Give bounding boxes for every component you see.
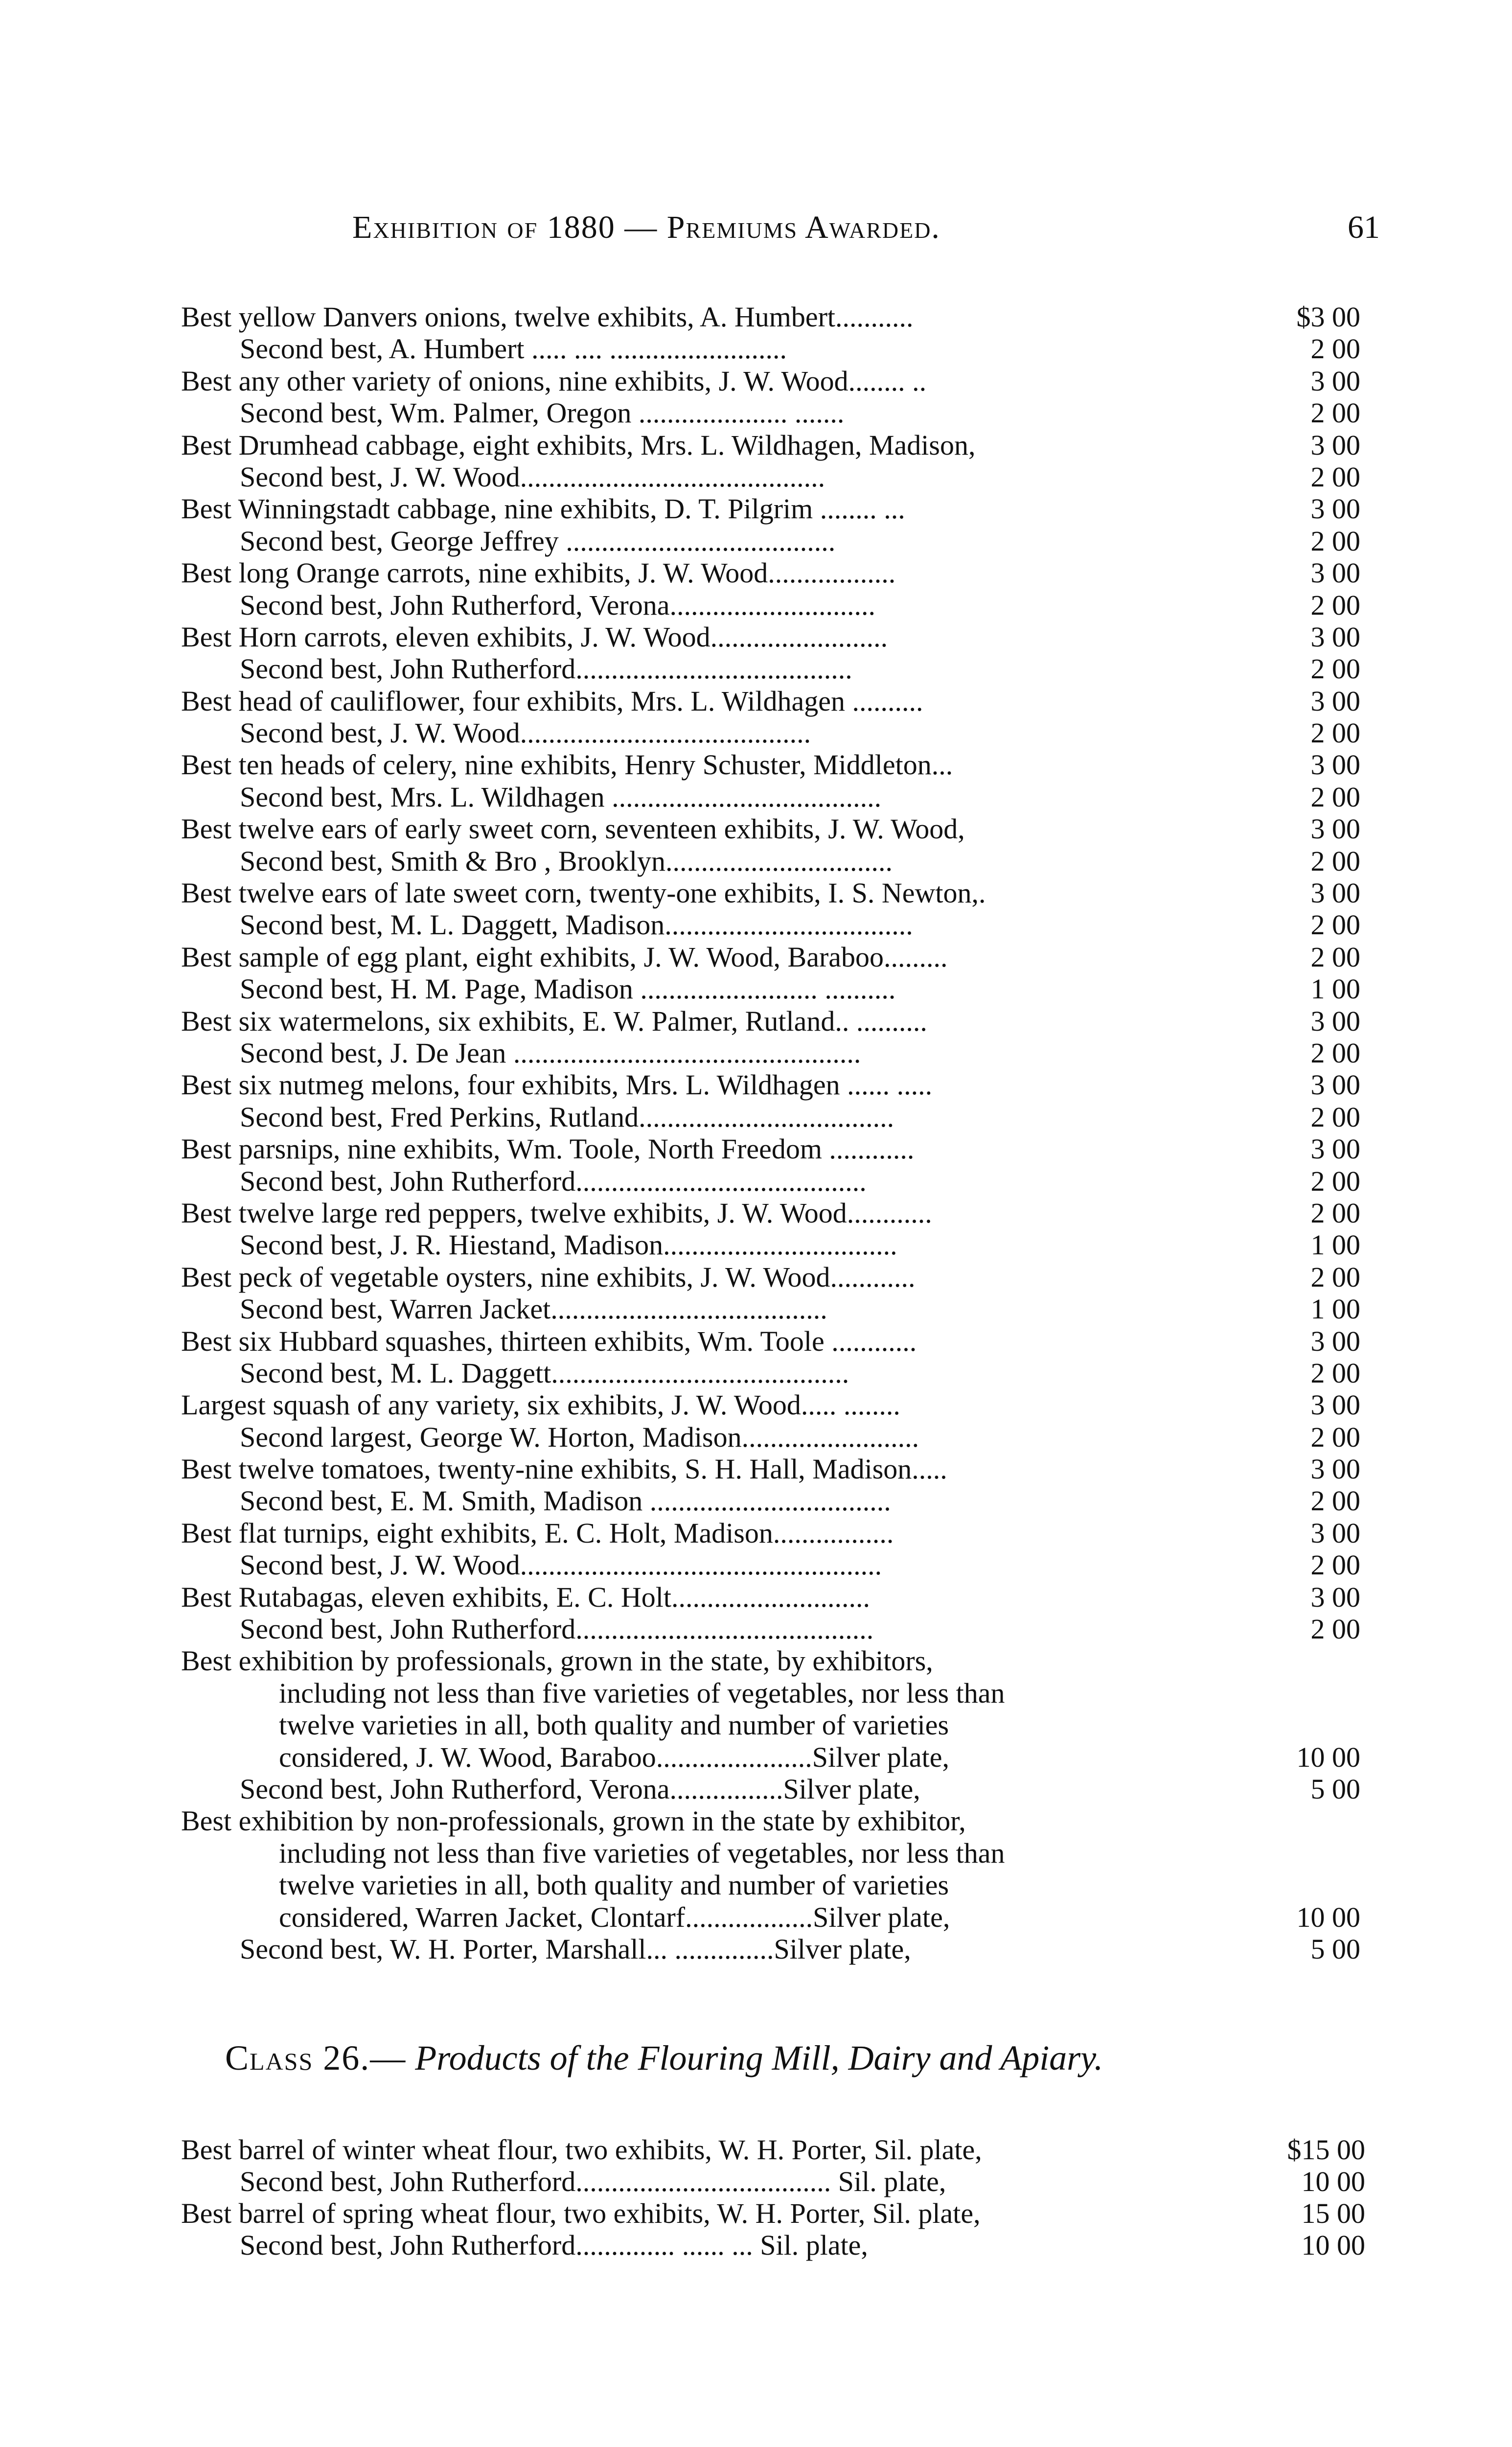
premium-entry (181, 845, 1360, 877)
entry-amount: 2 00 (1310, 1261, 1360, 1293)
entry-text: Best barrel of winter wheat flour, two exhibits, W. H. Porter, Sil. plate, (181, 2134, 982, 2166)
entry-text: Second best, John Rutherford, Verona................Silver plate, (240, 1773, 920, 1805)
running-header (352, 206, 1380, 250)
entry-text: Second best, J. W. Wood........................................... (240, 461, 825, 493)
entry-text: Second best, John Rutherford......................................... (240, 1165, 867, 1197)
entry-amount: 2 00 (1310, 589, 1360, 621)
entry-text: considered, Warren Jacket, Clontarf..................Silver plate, (279, 1901, 950, 1933)
premium-entry (181, 1357, 1360, 1389)
entry-text: Second best, Wm. Palmer, Oregon ..................... ....... (240, 397, 845, 429)
entry-text: Second best, J. R. Hiestand, Madison................................. (240, 1229, 897, 1261)
premium-entry (181, 1325, 1360, 1357)
entry-amount: 2 00 (1310, 845, 1360, 877)
premium-entry (181, 717, 1360, 749)
entry-text: Best exhibition by professionals, grown in the state, by exhibitors, (181, 1645, 933, 1677)
entry-amount: 10 00 (1301, 2166, 1365, 2197)
premium-entry (181, 1389, 1360, 1421)
entry-text: Second best, John Rutherford, Verona............................. (240, 589, 875, 621)
entry-text: including not less than five varieties of vegetables, nor less than (279, 1837, 1005, 1869)
premium-entry (181, 1005, 1360, 1037)
entry-amount: 3 00 (1310, 1517, 1360, 1549)
entry-text: twelve varieties in all, both quality and number of varieties (279, 1709, 949, 1741)
entry-amount: 2 00 (1310, 653, 1360, 685)
premium-entry (181, 1293, 1360, 1325)
page-number: 61 (1348, 209, 1380, 245)
entry-text: Best sample of egg plant, eight exhibits, J. W. Wood, Baraboo......... (181, 941, 948, 973)
entry-amount: 2 00 (1310, 909, 1360, 941)
entry-amount: 1 00 (1310, 1293, 1360, 1325)
entry-text: Best exhibition by non-professionals, grown in the state by exhibitor, (181, 1805, 966, 1837)
entry-amount: 5 00 (1310, 1933, 1360, 1965)
premium-entry (181, 1901, 1360, 1933)
entry-amount: 2 00 (1310, 1357, 1360, 1389)
entry-text: Second best, John Rutherford....................................... (240, 653, 852, 685)
premium-entry (181, 1069, 1360, 1101)
entry-text: Second best, John Rutherford.............. ...... ... Sil. plate, (240, 2229, 868, 2261)
entry-text: Second best, Mrs. L. Wildhagen ...................................... (240, 781, 882, 813)
entry-text: Second best, George Jeffrey ...................................... (240, 525, 836, 557)
premium-entry (181, 1197, 1360, 1229)
entry-text: Best Horn carrots, eleven exhibits, J. W. Wood......................... (181, 621, 888, 653)
entry-amount: 2 00 (1310, 397, 1360, 429)
premium-entry (181, 909, 1360, 941)
premium-entry (181, 749, 1360, 781)
premium-entry (181, 877, 1360, 909)
entry-amount: 5 00 (1310, 1773, 1360, 1805)
entry-amount: 3 00 (1310, 1133, 1360, 1165)
premium-entry (181, 2229, 1365, 2261)
premium-entry (181, 493, 1360, 525)
entry-text: Best Drumhead cabbage, eight exhibits, Mrs. L. Wildhagen, Madison, (181, 429, 976, 461)
premium-entry (181, 461, 1360, 493)
header-title: Exhibition of 1880 — Premiums Awarded. (352, 209, 940, 245)
premium-entry (181, 557, 1360, 589)
premium-entry (181, 2197, 1365, 2229)
entry-amount: 2 00 (1310, 717, 1360, 749)
entry-amount: 2 00 (1310, 1197, 1360, 1229)
entry-text: Best twelve ears of early sweet corn, seventeen exhibits, J. W. Wood, (181, 813, 965, 845)
entry-text: Second best, W. H. Porter, Marshall... ..............Silver plate, (240, 1933, 911, 1965)
entry-amount: $15 00 (1287, 2134, 1365, 2166)
entry-text: Best six Hubbard squashes, thirteen exhibits, Wm. Toole ............ (181, 1325, 917, 1357)
entry-text: Second best, H. M. Page, Madison ......................... .......... (240, 973, 896, 1005)
class-heading (225, 2033, 1399, 2082)
entry-text: Best parsnips, nine exhibits, Wm. Toole, North Freedom ............ (181, 1133, 915, 1165)
entry-text: Best long Orange carrots, nine exhibits, J. W. Wood.................. (181, 557, 896, 589)
entry-amount: 3 00 (1310, 1069, 1360, 1101)
entry-text: Second best, J. De Jean ................................................. (240, 1037, 861, 1069)
premium-entry (181, 1517, 1360, 1549)
premium-entry (181, 653, 1360, 685)
premium-entry (181, 1837, 1360, 1869)
entry-text: Best six watermelons, six exhibits, E. W. Palmer, Rutland.. .......... (181, 1005, 927, 1037)
entry-amount: 2 00 (1310, 781, 1360, 813)
entry-amount: 10 00 (1296, 1741, 1360, 1773)
entry-amount: 3 00 (1310, 1325, 1360, 1357)
entry-amount: 10 00 (1301, 2229, 1365, 2261)
entry-text: including not less than five varieties of vegetables, nor less than (279, 1677, 1005, 1709)
premium-entry (181, 1933, 1360, 1965)
entry-amount: 3 00 (1310, 493, 1360, 525)
premium-entry (181, 1581, 1360, 1613)
premium-entry (181, 1453, 1360, 1485)
premium-entry (181, 2166, 1365, 2197)
premium-entry (181, 1805, 1360, 1837)
premium-entry (181, 813, 1360, 845)
premium-entry (181, 589, 1360, 621)
entry-amount: 3 00 (1310, 877, 1360, 909)
entry-amount: 3 00 (1310, 621, 1360, 653)
premium-entry (181, 1133, 1360, 1165)
entry-text: Second best, Fred Perkins, Rutland.................................... (240, 1101, 894, 1133)
entry-amount: 2 00 (1310, 461, 1360, 493)
entry-amount: 2 00 (1310, 525, 1360, 557)
entry-text: Best yellow Danvers onions, twelve exhibits, A. Humbert........... (181, 301, 914, 333)
entry-text: Second best, John Rutherford.................................... Sil. plate, (240, 2166, 946, 2197)
premium-entry (181, 1773, 1360, 1805)
entry-amount: 2 00 (1310, 1549, 1360, 1581)
entry-amount: 2 00 (1310, 1613, 1360, 1645)
entry-text: Best twelve large red peppers, twelve exhibits, J. W. Wood............ (181, 1197, 932, 1229)
entry-amount: 3 00 (1310, 557, 1360, 589)
premium-entry (181, 2134, 1365, 2166)
entry-text: Second best, J. W. Wood......................................... (240, 717, 811, 749)
premium-entry (181, 1261, 1360, 1293)
entry-text: Best head of cauliflower, four exhibits, Mrs. L. Wildhagen .......... (181, 685, 923, 717)
premium-list-class-26 (181, 2134, 1365, 2261)
premium-entry (181, 1549, 1360, 1581)
entry-amount: 3 00 (1310, 813, 1360, 845)
premium-entry (181, 397, 1360, 429)
entry-amount: 1 00 (1310, 973, 1360, 1005)
entry-text: Largest squash of any variety, six exhibits, J. W. Wood..... ........ (181, 1389, 900, 1421)
premium-entry (181, 333, 1360, 365)
entry-amount: 2 00 (1310, 1485, 1360, 1517)
entry-amount: 15 00 (1301, 2197, 1365, 2229)
premium-entry (181, 1613, 1360, 1645)
entry-amount: 2 00 (1310, 1421, 1360, 1453)
entry-amount: 2 00 (1310, 1165, 1360, 1197)
entry-text: Second largest, George W. Horton, Madison......................... (240, 1421, 919, 1453)
premium-entry (181, 1677, 1360, 1709)
premium-entry (181, 621, 1360, 653)
entry-amount: 3 00 (1310, 1581, 1360, 1613)
premium-entry (181, 1645, 1360, 1677)
entry-text: considered, J. W. Wood, Baraboo......................Silver plate, (279, 1741, 949, 1773)
entry-text: Best peck of vegetable oysters, nine exhibits, J. W. Wood............ (181, 1261, 916, 1293)
class-subtitle: Products of the Flouring Mill, Dairy and Apiary. (415, 2038, 1103, 2078)
premium-entry (181, 1229, 1360, 1261)
entry-text: Best ten heads of celery, nine exhibits, Henry Schuster, Middleton... (181, 749, 953, 781)
entry-amount: 3 00 (1310, 429, 1360, 461)
entry-amount: $3 00 (1296, 301, 1360, 333)
premium-entry (181, 1869, 1360, 1901)
entry-amount: 3 00 (1310, 1453, 1360, 1485)
entry-text: Best twelve tomatoes, twenty-nine exhibits, S. H. Hall, Madison..... (181, 1453, 947, 1485)
premium-entry (181, 781, 1360, 813)
entry-text: Second best, A. Humbert ..... .... ......................... (240, 333, 787, 365)
entry-amount: 3 00 (1310, 365, 1360, 397)
entry-amount: 3 00 (1310, 1389, 1360, 1421)
entry-amount: 2 00 (1310, 1101, 1360, 1133)
premium-entry (181, 1709, 1360, 1741)
entry-text: Second best, J. W. Wood................................................... (240, 1549, 882, 1581)
entry-text: Second best, M. L. Daggett.......................................... (240, 1357, 849, 1389)
premium-entry (181, 1101, 1360, 1133)
premium-entry (181, 1037, 1360, 1069)
premium-entry (181, 941, 1360, 973)
premium-entry (181, 525, 1360, 557)
premium-entry (181, 1485, 1360, 1517)
entry-amount: 3 00 (1310, 685, 1360, 717)
entry-text: Best six nutmeg melons, four exhibits, Mrs. L. Wildhagen ...... ..... (181, 1069, 933, 1101)
premium-entry (181, 365, 1360, 397)
entry-text: Second best, John Rutherford.......................................... (240, 1613, 874, 1645)
premium-list (181, 301, 1360, 1965)
premium-entry (181, 1165, 1360, 1197)
class-label: Class 26.— (225, 2038, 407, 2078)
entry-text: Best flat turnips, eight exhibits, E. C. Holt, Madison................. (181, 1517, 894, 1549)
entry-text: Second best, E. M. Smith, Madison .................................. (240, 1485, 891, 1517)
entry-amount: 2 00 (1310, 333, 1360, 365)
entry-text: Second best, Warren Jacket....................................... (240, 1293, 827, 1325)
premium-entry (181, 429, 1360, 461)
entry-text: Best barrel of spring wheat flour, two exhibits, W. H. Porter, Sil. plate, (181, 2197, 981, 2229)
entry-text: Best Rutabagas, eleven exhibits, E. C. Holt............................ (181, 1581, 870, 1613)
entry-text: twelve varieties in all, both quality and number of varieties (279, 1869, 949, 1901)
entry-amount: 3 00 (1310, 749, 1360, 781)
entry-amount: 10 00 (1296, 1901, 1360, 1933)
entry-amount: 2 00 (1310, 1037, 1360, 1069)
entry-amount: 1 00 (1310, 1229, 1360, 1261)
premium-entry (181, 685, 1360, 717)
entry-text: Best any other variety of onions, nine exhibits, J. W. Wood........ .. (181, 365, 927, 397)
premium-entry (181, 1421, 1360, 1453)
entry-amount: 2 00 (1310, 941, 1360, 973)
premium-entry (181, 973, 1360, 1005)
entry-text: Second best, Smith & Bro , Brooklyn................................ (240, 845, 893, 877)
premium-entry (181, 301, 1360, 333)
entry-text: Best twelve ears of late sweet corn, twenty-one exhibits, I. S. Newton,. (181, 877, 986, 909)
entry-text: Second best, M. L. Daggett, Madison................................... (240, 909, 913, 941)
entry-amount: 3 00 (1310, 1005, 1360, 1037)
entry-text: Best Winningstadt cabbage, nine exhibits, D. T. Pilgrim ........ ... (181, 493, 905, 525)
premium-entry (181, 1741, 1360, 1773)
